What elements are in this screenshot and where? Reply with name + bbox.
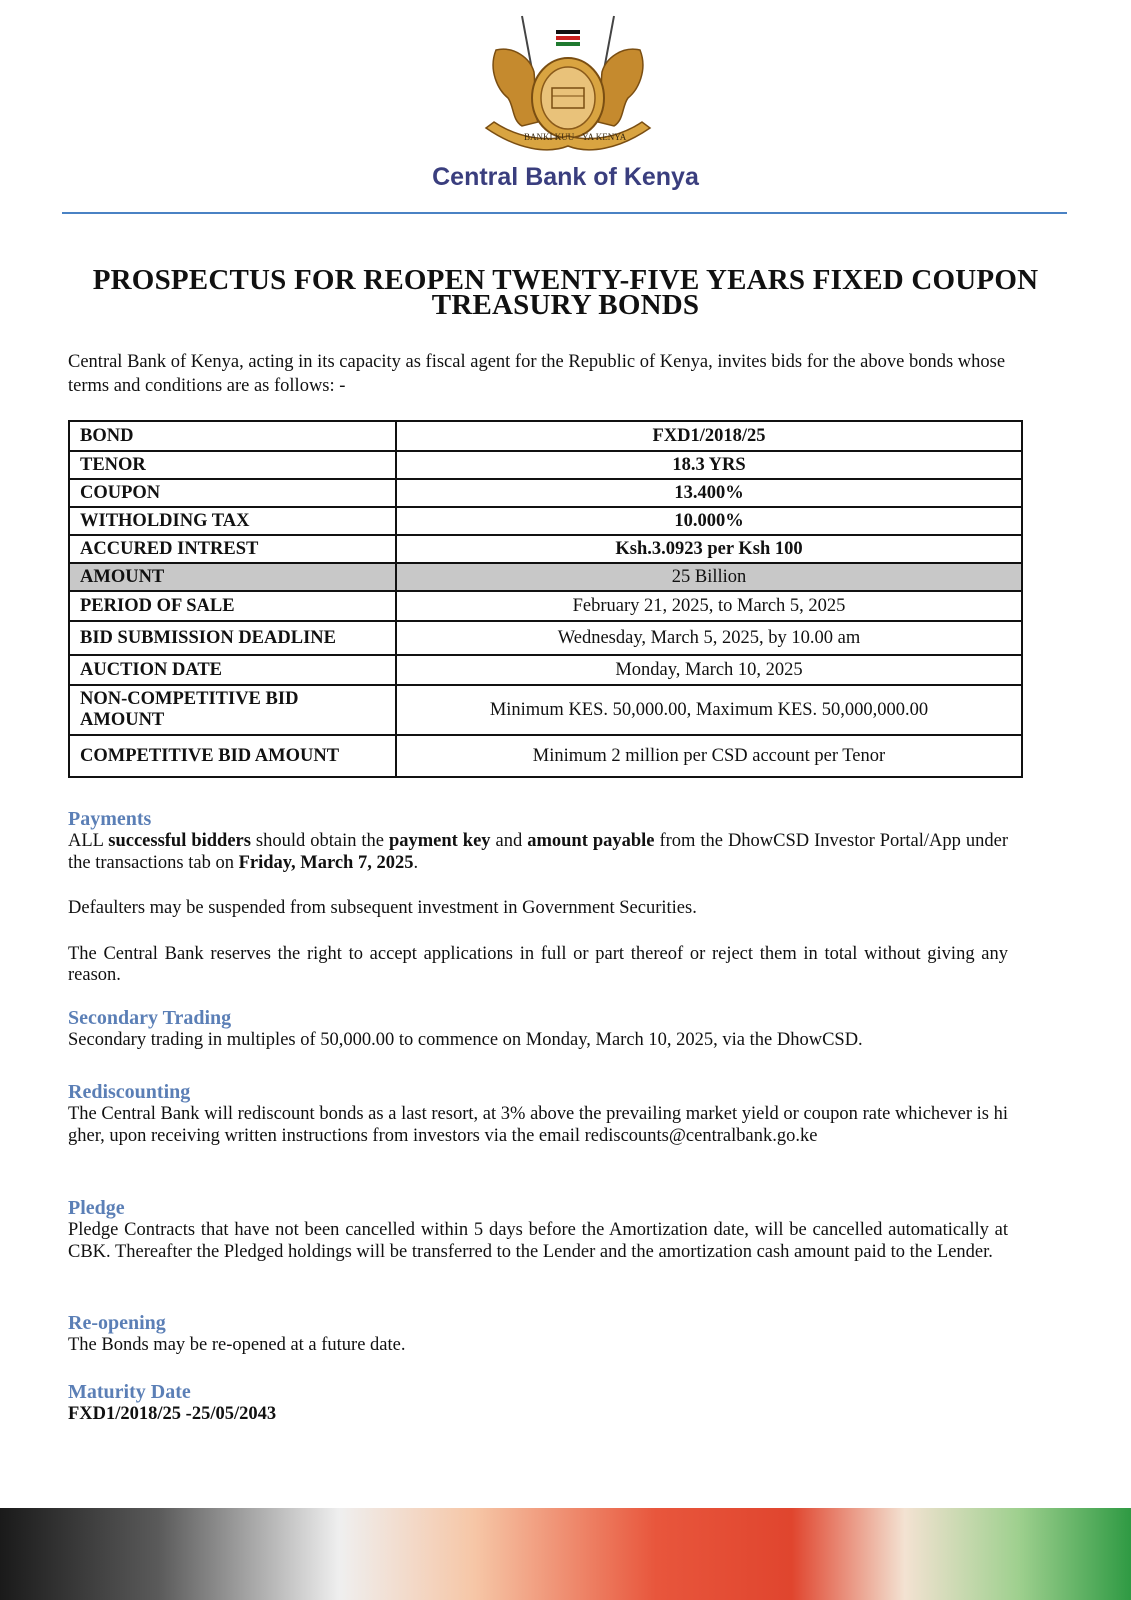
secondary-trading-heading: Secondary Trading <box>68 1007 232 1029</box>
table-row <box>69 421 1022 451</box>
text-run: should obtain the <box>250 831 389 851</box>
defaulters-paragraph: Defaulters may be suspended from subsequent investment in Government Securities. <box>68 898 697 918</box>
term-value: Wednesday, March 5, 2025, by 10.00 am <box>396 621 1022 655</box>
term-value: Minimum 2 million per CSD account per Tenor <box>396 735 1022 777</box>
table-row <box>69 655 1022 685</box>
pledge-section <box>68 1196 1008 1263</box>
text-run: and <box>490 831 528 851</box>
rights-paragraph: The Central Bank reserves the right to accept applications in full or part thereof or reject them in total without giving any reason. <box>68 943 1008 985</box>
text-run-bold: payment key <box>388 831 491 851</box>
pledge-heading: Pledge <box>68 1197 125 1219</box>
term-value: 25 Billion <box>396 563 1022 591</box>
text-run: from the DhowCSD Investor Portal/App under the transactions tab on <box>68 831 1008 873</box>
secondary-trading-section <box>68 1006 1008 1052</box>
term-key: COMPETITIVE BID AMOUNT <box>69 735 396 777</box>
term-key: ACCURED INTREST <box>69 535 396 563</box>
term-key: BID SUBMISSION DEADLINE <box>69 621 396 655</box>
secondary-trading-text: Secondary trading in multiples of 50,000.00 to commence on Monday, March 10, 2025, via the DhowCSD. <box>68 1030 863 1050</box>
reopening-section <box>68 1311 1008 1357</box>
maturity-section <box>68 1380 1008 1426</box>
pledge-text: Pledge Contracts that have not been cancelled within 5 days before the Amortization date, will be cancelled automatically at CBK. Thereafter the Pledged holdings will be transferred to the Lender and the amortization cash amount paid to the Lender. <box>68 1220 1008 1262</box>
text-run-bold: Friday, March 7, 2025 <box>238 852 414 873</box>
seal-text-right: YA KENYA <box>582 132 627 142</box>
term-value: 13.400% <box>396 479 1022 507</box>
rediscounting-section <box>68 1080 1008 1147</box>
intro-paragraph: Central Bank of Kenya, acting in its capacity as fiscal agent for the Republic of Kenya, invites bids for the above bonds whose terms and conditions are as follows: - <box>68 352 1006 396</box>
term-value: Ksh.3.0923 per Ksh 100 <box>396 535 1022 563</box>
term-value: FXD1/2018/25 <box>396 421 1022 451</box>
seal-text-left: BANKI KUU <box>524 132 575 142</box>
term-value: February 21, 2025, to March 5, 2025 <box>396 591 1022 621</box>
term-value: 10.000% <box>396 507 1022 535</box>
reopening-heading: Re-opening <box>68 1312 166 1334</box>
term-key: AMOUNT <box>69 563 396 591</box>
table-row <box>69 535 1022 563</box>
term-key: TENOR <box>69 451 396 479</box>
term-value: Monday, March 10, 2025 <box>396 655 1022 685</box>
term-key: PERIOD OF SALE <box>69 591 396 621</box>
page-title: PROSPECTUS FOR REOPEN TWENTY-FIVE YEARS FIXED COUPON TREASURY BONDS <box>92 264 1039 321</box>
rediscounting-text: The Central Bank will rediscount bonds as a last resort, at 3% above the prevailing market yield or coupon rate whichever is higher, upon receiving written instructions from investors via the email rediscounts@centralbank.go.ke <box>68 1104 1008 1146</box>
payments-paragraph <box>68 831 1008 874</box>
term-value: Minimum KES. 50,000.00, Maximum KES. 50,000,000.00 <box>396 685 1022 735</box>
maturity-heading: Maturity Date <box>68 1381 191 1403</box>
text-run: ALL <box>68 831 109 851</box>
cbk-crest-logo <box>478 10 658 160</box>
text-run: . <box>413 852 419 873</box>
payments-heading: Payments <box>68 808 152 830</box>
term-key: BOND <box>69 421 396 451</box>
term-key: WITHOLDING TAX <box>69 507 396 535</box>
table-row <box>69 451 1022 479</box>
bond-terms-table <box>68 420 1023 778</box>
table-row <box>69 563 1022 591</box>
rediscounting-heading: Rediscounting <box>68 1081 191 1103</box>
term-key: AUCTION DATE <box>69 655 396 685</box>
reopening-text: The Bonds may be re-opened at a future date. <box>68 1335 406 1355</box>
table-row <box>69 685 1022 735</box>
table-row <box>69 479 1022 507</box>
text-run-bold: amount payable <box>527 831 655 851</box>
table-row <box>69 591 1022 621</box>
payments-section <box>68 807 1008 987</box>
text-run-bold: successful bidders <box>108 831 251 851</box>
term-key: NON-COMPETITIVE BID AMOUNT <box>69 685 396 735</box>
maturity-text: FXD1/2018/25 -25/05/2043 <box>68 1404 277 1424</box>
header-divider <box>62 212 1067 214</box>
table-row <box>69 621 1022 655</box>
table-row <box>69 735 1022 777</box>
term-value: 18.3 YRS <box>396 451 1022 479</box>
term-key: COUPON <box>69 479 396 507</box>
footer-color-band <box>0 1508 1131 1600</box>
bank-name: Central Bank of Kenya <box>432 163 699 191</box>
table-row <box>69 507 1022 535</box>
